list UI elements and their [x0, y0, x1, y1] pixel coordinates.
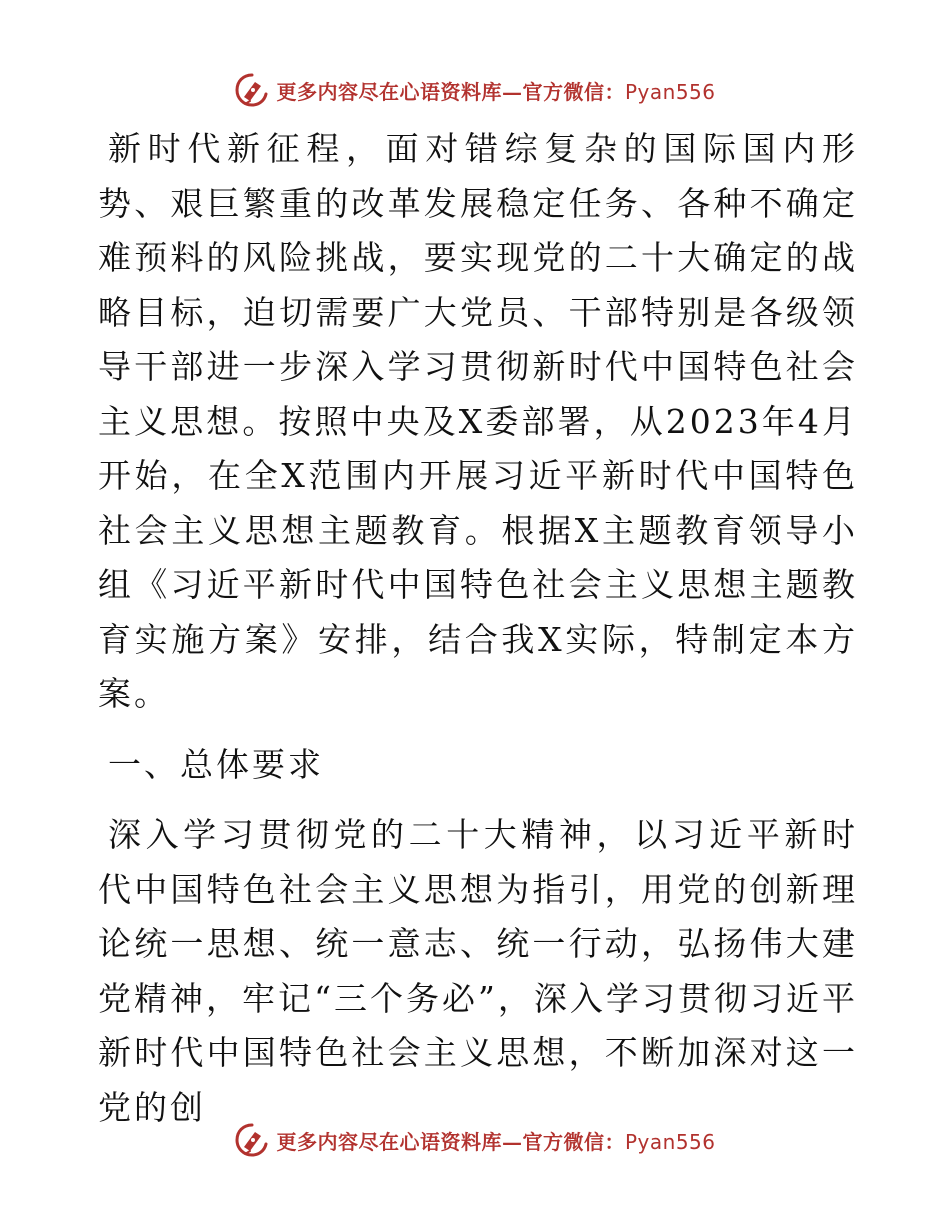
banner-dash: —	[501, 79, 523, 104]
banner-wechat-id: Pyan556	[624, 1129, 716, 1154]
banner-wechat-label: 官方微信：	[522, 1129, 625, 1154]
banner-main-text: 更多内容尽在心语资料库	[276, 79, 502, 104]
header-banner	[0, 70, 950, 110]
pen-nib-swirl-icon	[234, 1122, 270, 1158]
section-heading-general-requirements: 一、总体要求	[108, 744, 324, 784]
banner-text	[276, 1126, 715, 1155]
banner-main-text: 更多内容尽在心语资料库	[276, 1129, 502, 1154]
document-body	[98, 122, 858, 1135]
banner-text	[276, 76, 715, 105]
footer-banner	[0, 1120, 950, 1160]
banner-wechat-id: Pyan556	[624, 79, 716, 104]
pen-nib-swirl-icon	[234, 72, 270, 108]
banner-dash: —	[501, 1129, 523, 1154]
paragraph-general-requirements: 深入学习贯彻党的二十大精神，以习近平新时代中国特色社会主义思想为指引，用党的创新理论统一思想、统一意志、统一行动，弘扬伟大建党精神，牢记“三个务必”，深入学习贯彻习近平新时代中国特色社会主义思想，不断加深对这一党的创	[98, 815, 858, 1127]
banner-wechat-label: 官方微信：	[522, 79, 625, 104]
paragraph-intro: 新时代新征程，面对错综复杂的国际国内形势、艰巨繁重的改革发展稳定任务、各种不确定难预料的风险挑战，要实现党的二十大确定的战略目标，迫切需要广大党员、干部特别是各级领导干部进一步深入学习贯彻新时代中国特色社会主义思想。按照中央及X委部署，从2023年4月开始，在全X范围内开展习近平新时代中国特色社会主义思想主题教育。根据X主题教育领导小组《习近平新时代中国特色社会主义思想主题教育实施方案》安排，结合我X实际，特制定本方案。	[98, 129, 858, 713]
